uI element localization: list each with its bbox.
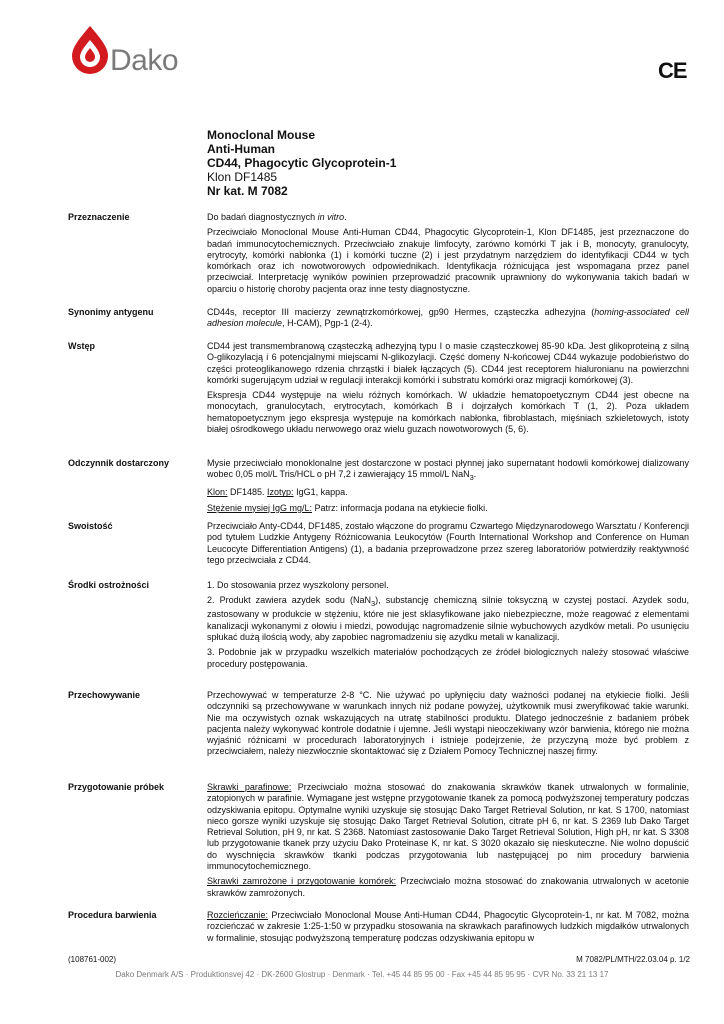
document-code: (108761-002): [68, 955, 117, 964]
dako-logo: [70, 24, 190, 76]
section-specificity: [68, 521, 690, 566]
brand-name: Dako: [110, 44, 179, 77]
section-staining-procedure: [68, 910, 690, 944]
paragraph: Ekspresja CD44 występuje na wielu różnych komórkach. W układzie hematopoetycznym CD44 jest obecne na monocytach, granulocytach, erytrocytach, komórkach B i dojrzałych komórkach T (1, 2). Poza układem hematopoetycznym jego ekspresja występuje na komórkach nabłonka, fibroblastach, mięśniach szkieletowych, istoty białej ośrodkowego układu nerwowego oraz wielu guzach nowotworowych (5, 6).: [207, 390, 689, 435]
paragraph: Do badań diagnostycznych in vitro.: [207, 212, 347, 222]
company-address: Dako Denmark A/S · Produktionsvej 42 · DK-2600 Glostrup · Denmark · Tel. +45 44 85 95 00 · Fax +45 44 85 95 95 · CVR No. 33 21 13 17: [115, 970, 609, 979]
section-label: Przechowywanie: [68, 690, 141, 700]
product-title: [207, 128, 396, 198]
ce-mark: CE: [658, 58, 687, 83]
title-line-1: Monoclonal Mouse: [207, 128, 315, 142]
section-introduction: [68, 341, 690, 435]
paragraph: Rozcieńczanie: Przeciwciało Monoclonal Mouse Anti-Human CD44, Phagocytic Glycoprotein-1, nr kat. M 7082, można rozcieńczać w zakresie 1:25-1:50 w przypadku stosowania na skrawkach parafinowych ludzkich migdałków utrwalonych w formalinie, stosując podwyższoną temperaturę podczas odzyskiwania epitopu w: [207, 910, 689, 943]
paragraph: Przeciwciało Anty-CD44, DF1485, zostało włączone do programu Czwartego Międzynarodowego Warsztatu / Konferencji pod tytułem Ludzkie Antygeny Różnicowania Leukocytów (Fourth International Workshop and Conference on Human Leucocyte Differentiation Antigens) (1), a badania przeprowadzone przez szereg laboratoriów potwierdziły reaktywność tego przeciwciała z CD44.: [207, 521, 689, 565]
section-antigen-synonyms: [68, 307, 690, 330]
section-label: Wstęp: [68, 341, 95, 351]
page-reference: M 7082/PL/MTH/22.03.04 p. 1/2: [576, 955, 690, 964]
section-label: Odczynnik dostarczony: [68, 458, 170, 468]
paragraph: 3. Podobnie jak w przypadku wszelkich materiałów pochodzących ze źródeł biologicznych należy stosować właściwe procedury postępowania.: [207, 647, 689, 669]
section-specimen-preparation: [68, 782, 690, 899]
paragraph: 1. Do stosowania przez wyszkolony personel.: [207, 580, 389, 590]
clone-isotype: Klon: DF1485. Izotyp: IgG1, kappa.: [207, 487, 348, 498]
section-storage: [68, 690, 690, 758]
section-label: Przygotowanie próbek: [68, 782, 165, 792]
paragraph: Przechowywać w temperaturze 2-8 °C. Nie używać po upłynięciu daty ważności podanej na etykiecie fiolki. Jeśli odczynniki są przechowywane w warunkach innych niż podane powyżej, użytkownik musi zweryfikować takie warunki. Nie ma oczywistych oznak wskazujących na utratę stabilności produktu. Dlatego jednocześnie z badaniem próbek pacjenta należy wykonywać kontrole dodatnie i ujemne. Jeśli wystąpi nieoczekiwany wzór barwienia, którego nie można wyjaśnić różnicami w procedurach laboratoryjnych i istnieje podejrzenie, że przyczyną może być problem z przeciwciałem, należy niezwłocznie skontaktować się z Działem Pomocy Technicznej naszej firmy.: [207, 690, 689, 757]
section-label: Środki ostrożności: [68, 580, 150, 590]
title-line-2: Anti-Human: [207, 142, 275, 156]
paragraph: Mysie przeciwciało monoklonalne jest dostarczone w postaci płynnej jako supernatant hodowli komórkowej dializowany wobec 0,05 mol/L Tris/HCL o pH 7,2 i zawierający 15 mmol/L NaN$_3$.: [207, 458, 689, 483]
paragraph: Skrawki parafinowe: Przeciwciało można stosować do znakowania skrawków tkanek utrwalonych w formalinie, zatopionych w parafinie. Wymagane jest wstępne przygotowanie tkanek za pomocą podwyższonej temperatury podczas odzyskiwania epitopu. Optymalne wyniki uzyskuje się stosując Dako Target Retrieval Solution, nr kat. S 1700, natomiast nieco gorsze wyniki uzyskuje się stosując Dako Target Retrieval Solution, citrate pH 6, nr kat. S 2369 lub Dako Target Retrieval Solution, pH 9, nr kat. S 2368. Natomiast zastosowanie Dako Target Retrieval Solution, High pH, nr kat. S 3308 lub przygotowanie tkanek przy użyciu Dako Proteinase K, nr kat. S 3020 okazało się nieskuteczne. Nie wolno dopuścić do wyschnięcia skrawków tkanki podczas przygotowania lub następującej po nim procedury barwienia immunocytochemicznego.: [207, 782, 689, 872]
paragraph: Skrawki zamrożone i przygotowanie komórek: Przeciwciało można stosować do znakowania utrwalonych w acetonie skrawków zamrożonych.: [207, 876, 689, 898]
title-catalog-number: Nr kat. M 7082: [207, 184, 288, 198]
concentration: Stężenie mysiej IgG mg/L: Patrz: informacja podana na etykiecie fiolki.: [207, 502, 488, 513]
paragraph: 2. Produkt zawiera azydek sodu (NaN$_3$), substancję chemiczną silnie toksyczną w czystej postaci. Azydek sodu, zastosowany w produkcie w stężeniu, które nie jest sklasyfikowane jako niebezpieczne, może reagować z elementami kanalizacji wykonanymi z ołowiu i miedzi, powodując nagromadzenie silnie wybuchowych azydków metali. Po usunięciu spłukać dużą ilością wody, aby zapobiec nagromadzeniu się azydku metali w kanalizacji.: [207, 595, 689, 642]
title-line-3: CD44, Phagocytic Glycoprotein-1: [207, 156, 397, 170]
section-label: Swoistość: [68, 521, 113, 531]
dako-drop-icon: [70, 24, 110, 74]
section-precautions: [68, 580, 690, 670]
section-reagent-provided: [68, 458, 690, 514]
paragraph: Przeciwciało Monoclonal Mouse Anti-Human CD44, Phagocytic Glycoprotein-1, Klon DF1485, jest przeznaczone do badań immunocytochemicznych. Przeciwciało znakuje limfocyty, zarówno komórki T jak i B, monocyty, granulocyty, erytrocyty, komórki nabłonka (1) i komórki tuczne (2) i jest przydatnym narzędziem do identyfikacji CD44 w tych komórkach oraz ich nowotworowych odpowiednikach. Identyfikacja różnicująca jest wspomagana przez panel przeciwciał. Interpretację wyników powinien przeprowadzić pracownik uprawniony do wykonywania takich badań w oparciu o historię choroby pacjenta oraz inne testy diagnostyczne.: [207, 227, 689, 294]
section-label: Przeznaczenie: [68, 212, 130, 222]
paragraph: CD44 jest transmembranową cząsteczką adhezyjną typu I o masie cząsteczkowej 85-90 kDa. Jest glikoproteiną z silną O-glikozylacją i 6 potencjalnymi miejscami N-glikozylacji. Część domeny N-końcowej CD44 wykazuje podobieństwo do części proteoglikanowego rdzenia chrząstki i białek łączących (5). CD44 jest receptorem hialuronianu na powierzchni komórki sugerującym udział w regulacji interakcji komórki i substratu komórki oraz migracji komórkowej (3).: [207, 341, 689, 385]
section-label: Procedura barwienia: [68, 910, 157, 920]
title-clone: Klon DF1485: [207, 170, 278, 184]
paragraph: CD44s, receptor III macierzy zewnątrzkomórkowej, gp90 Hermes, cząsteczka adhezyjna (homing-associated cell adhesion molecule, H-CAM), Pgp-1 (2-4).: [207, 307, 689, 329]
section-label: Synonimy antygenu: [68, 307, 154, 317]
section-intended-use: [68, 212, 690, 295]
